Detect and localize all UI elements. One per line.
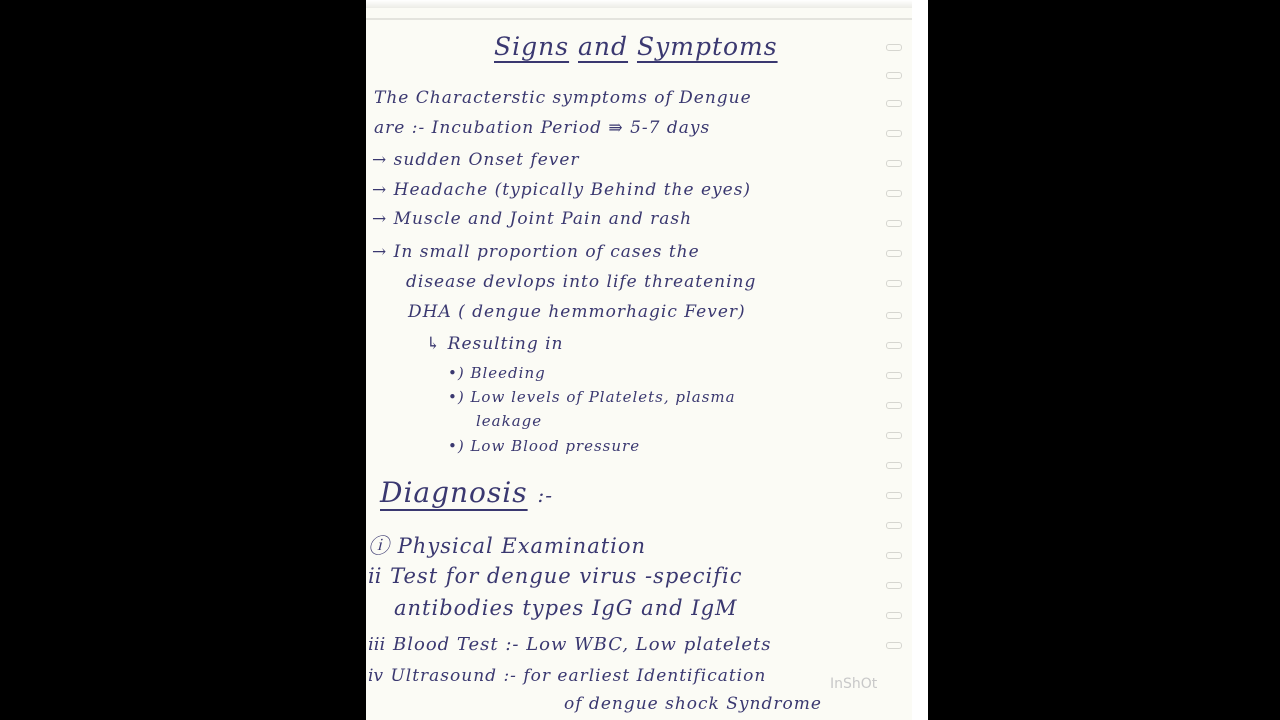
- spiral-ring: [886, 160, 902, 167]
- spiral-ring: [886, 552, 902, 559]
- diagnosis-item: ⅳ Ultrasound :- for earliest Identification: [368, 666, 767, 686]
- diagnosis-item: ⓘ Physical Examination: [368, 534, 647, 558]
- spiral-ring: [886, 372, 902, 379]
- diagnosis-heading-suffix: :-: [537, 483, 554, 507]
- spiral-ring: [886, 130, 902, 137]
- intro-line: The Characterstic symptoms of Dengue: [374, 88, 752, 108]
- incubation-line: are :- Incubation Period ⇛ 5-7 days: [374, 118, 711, 138]
- spiral-ring: [886, 280, 902, 287]
- page-title: [494, 32, 778, 61]
- symptom-item: → sudden Onset fever: [372, 150, 580, 170]
- symptom-item: → Muscle and Joint Pain and rash: [372, 209, 693, 229]
- result-item: •) Bleeding: [448, 364, 546, 382]
- title-word: Symptoms: [636, 32, 778, 61]
- diagnosis-item: antibodies types IgG and IgM: [394, 596, 738, 620]
- page-top-edge: [366, 0, 912, 8]
- resulting-in-label: ↳ Resulting in: [426, 334, 564, 354]
- spiral-ring: [886, 312, 902, 319]
- spiral-ring: [886, 402, 902, 409]
- spiral-ring: [886, 342, 902, 349]
- notebook-page: [366, 0, 912, 720]
- inshot-watermark: InShOt: [830, 676, 878, 692]
- spiral-ring: [886, 582, 902, 589]
- spiral-ring: [886, 220, 902, 227]
- spiral-ring: [886, 100, 902, 107]
- symptom-continuation: disease devlops into life threatening: [406, 272, 757, 292]
- spiral-ring: [886, 462, 902, 469]
- symptom-item: → Headache (typically Behind the eyes): [372, 180, 752, 200]
- spiral-ring: [886, 522, 902, 529]
- spiral-ring: [886, 492, 902, 499]
- diagnosis-item: of dengue shock Syndrome: [564, 694, 822, 714]
- diagnosis-heading: [380, 476, 553, 509]
- spiral-ring: [886, 44, 902, 51]
- spiral-ring: [886, 72, 902, 79]
- spiral-ring: [886, 190, 902, 197]
- result-item: •) Low levels of Platelets, plasma: [448, 388, 736, 406]
- result-item: leakage: [476, 412, 543, 430]
- spiral-ring: [886, 250, 902, 257]
- symptom-continuation: DHA ( dengue hemmorhagic Fever): [408, 302, 746, 322]
- spiral-ring: [886, 612, 902, 619]
- result-item: •) Low Blood pressure: [448, 437, 641, 455]
- title-word: Signs: [494, 32, 570, 61]
- diagnosis-item: ⅲ Blood Test :- Low WBC, Low platelets: [368, 634, 772, 655]
- page-right-edge: [912, 0, 928, 720]
- spiral-ring: [886, 432, 902, 439]
- diagnosis-item: ⅱ Test for dengue virus -specific: [368, 564, 743, 588]
- title-word: and: [578, 32, 629, 61]
- spiral-ring: [886, 642, 902, 649]
- symptom-item: → In small proportion of cases the: [372, 242, 700, 262]
- diagnosis-heading-word: Diagnosis: [380, 476, 528, 509]
- page-top-rule: [366, 18, 912, 20]
